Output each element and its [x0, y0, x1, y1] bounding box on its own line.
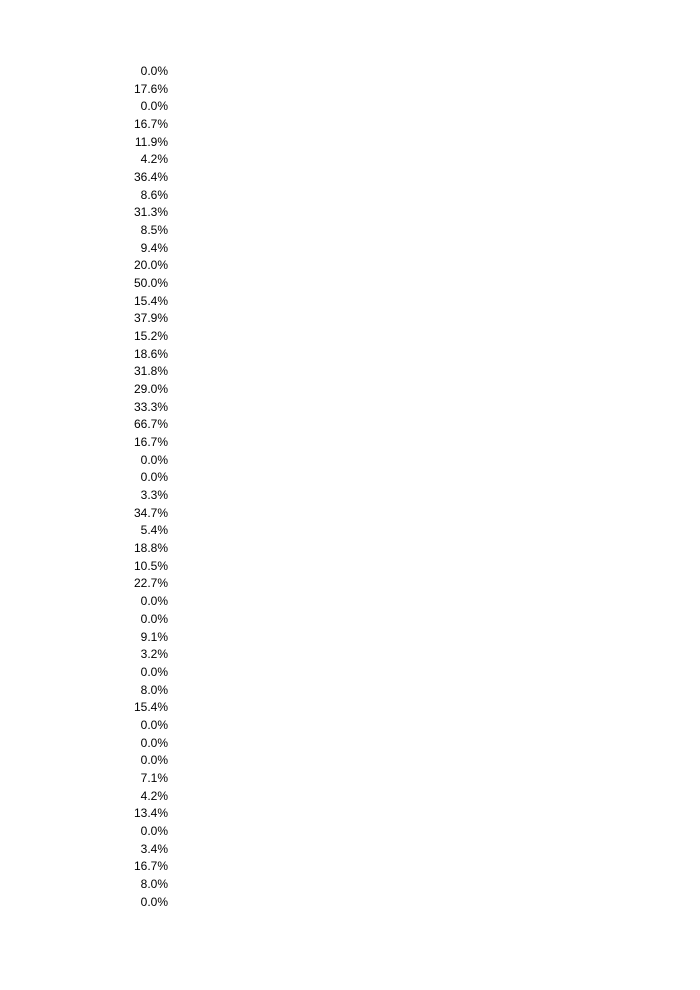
percentage-cell: 15.4% — [133, 293, 168, 308]
percentage-cell: 3.3% — [140, 488, 168, 503]
percentage-cell: 16.7% — [133, 859, 168, 874]
percentage-cell: 16.7% — [133, 117, 168, 132]
percentage-cell: 37.9% — [133, 311, 168, 326]
percentage-cell: 36.4% — [133, 170, 168, 185]
percentage-cell: 8.0% — [140, 876, 168, 891]
percentage-cell: 29.0% — [133, 382, 168, 397]
percentage-cell: 9.1% — [140, 629, 168, 644]
percentage-cell: 66.7% — [133, 417, 168, 432]
percentage-cell: 50.0% — [133, 276, 168, 291]
percentage-cell: 0.0% — [140, 717, 168, 732]
percentage-cell: 9.4% — [140, 240, 168, 255]
percentage-cell: 31.8% — [133, 364, 168, 379]
percentage-cell: 3.2% — [140, 647, 168, 662]
percentage-cell: 0.0% — [140, 753, 168, 768]
percentage-cell: 11.9% — [134, 134, 168, 149]
percentage-cell: 22.7% — [133, 576, 168, 591]
percentage-cell: 34.7% — [133, 505, 168, 520]
percentage-cell: 8.6% — [140, 187, 168, 202]
percentage-cell: 4.2% — [140, 788, 168, 803]
percentage-cell: 0.0% — [140, 611, 168, 626]
percentage-cell: 0.0% — [140, 594, 168, 609]
percentage-cell: 0.0% — [140, 64, 168, 78]
percentage-cell: 33.3% — [133, 399, 168, 414]
percentage-cell: 4.2% — [140, 152, 168, 167]
percentage-cell: 0.0% — [140, 894, 168, 909]
percentage-cell: 0.0% — [140, 823, 168, 838]
percentage-cell: 31.3% — [133, 205, 168, 220]
percentage-cell: 5.4% — [140, 523, 168, 538]
percentage-cell: 0.0% — [140, 452, 168, 467]
percentage-cell: 13.4% — [133, 806, 168, 821]
percentage-cell: 15.2% — [133, 329, 168, 344]
percentage-cell: 20.0% — [133, 258, 168, 273]
percentage-cell: 15.4% — [133, 700, 168, 715]
percentage-cell: 16.7% — [133, 435, 168, 450]
percentage-cell: 18.8% — [133, 541, 168, 556]
percentage-cell: 18.6% — [133, 346, 168, 361]
percentage-cell: 8.5% — [140, 223, 168, 238]
percentage-cell: 10.5% — [133, 558, 168, 573]
percentage-cell: 3.4% — [140, 841, 168, 856]
percentage-cell: 8.0% — [140, 682, 168, 697]
percentage-column — [100, 63, 168, 911]
percentage-cell: 0.0% — [140, 735, 168, 750]
percentage-cell: 17.6% — [133, 81, 168, 96]
percentage-cell: 0.0% — [140, 99, 168, 114]
percentage-cell: 0.0% — [140, 470, 168, 485]
percentage-cell: 0.0% — [140, 664, 168, 679]
percentage-cell: 7.1% — [140, 770, 168, 785]
